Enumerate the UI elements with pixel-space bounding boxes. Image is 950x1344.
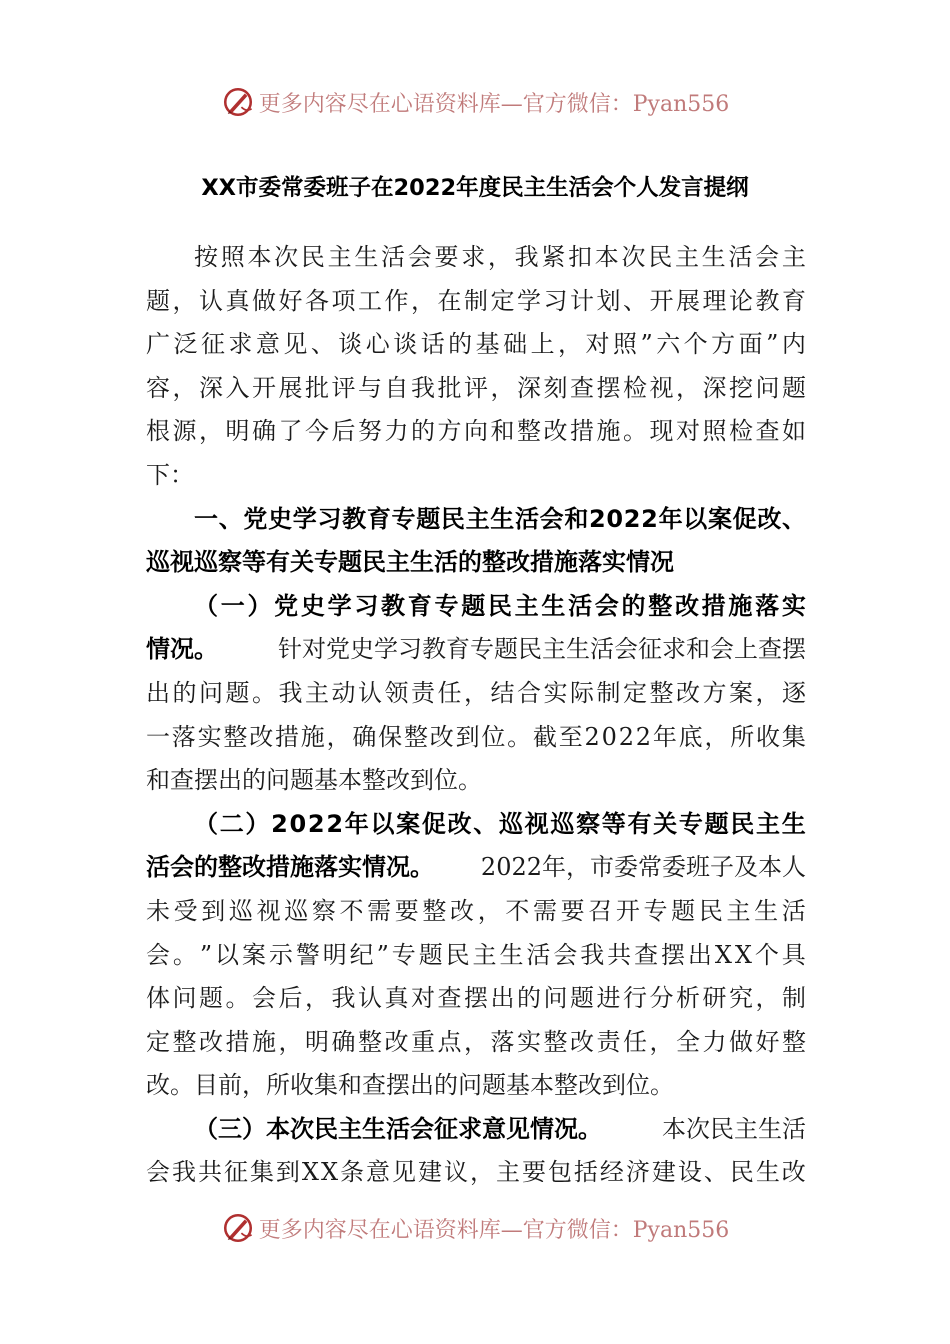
document-body xyxy=(146,236,806,1195)
item2-heading: （ 二 ） 2 0 2 2 年 以 案 促 改 、 巡 视 巡 察 等 有 关 专 题 民 主 生 xyxy=(194,809,806,838)
item2-text: 2022年，市委常委班子及本人 xyxy=(480,853,806,882)
item2-line: 会 。 ” 以 案 示 警 明 纪 ” 专 题 民 主 生 活 会 我 共 查 摆 出 X X 个 具 xyxy=(146,940,806,969)
item2-line: 定 整 改 措 施 ， 明 确 整 改 重 点 ， 落 实 整 改 责 任 ， 全 力 做 好 整 xyxy=(146,1027,806,1056)
intro-line: 容 ， 深 入 开 展 批 评 与 自 我 批 评 ， 深 刻 查 摆 检 视 ， 深 挖 问 题 xyxy=(146,373,806,402)
item3-heading: （三）本次民主生活会征求意见情况。 xyxy=(194,1114,602,1143)
item3-text: 本次民主生活 xyxy=(662,1114,806,1143)
document-title: XX市委常委班子在2022年度民主生活会个人发言提纲 xyxy=(201,175,749,201)
intro-line: 按 照 本 次 民 主 生 活 会 要 求 ， 我 紧 扣 本 次 民 主 生 活 会 主 xyxy=(194,243,806,271)
watermark-banner-bottom xyxy=(0,1208,950,1248)
intro-line: 题 ， 认 真 做 好 各 项 工 作 ， 在 制 定 学 习 计 划 、 开 展 理 论 教 育 xyxy=(146,286,806,315)
item1-line: 一 落 实 整 改 措 施 ， 确 保 整 改 到 位 。 截 至 2 0 2 2 年 底 ， 所 收 集 xyxy=(146,722,806,751)
watermark-text: 更多内容尽在心语资料库—官方微信：Pyan556 xyxy=(258,1217,730,1243)
item1-heading: （ 一 ） 党 史 学 习 教 育 专 题 民 主 生 活 会 的 整 改 措 施 落 实 xyxy=(194,591,806,620)
pen-logo-icon xyxy=(221,1211,255,1245)
item1-line xyxy=(146,628,806,672)
section-heading: 一 、 党 史 学 习 教 育 专 题 民 主 生 活 会 和 2 0 2 2 年 以 案 促 改 、 xyxy=(194,504,806,533)
watermark-banner-top xyxy=(0,82,950,122)
item2-line: 改。目前，所收集和查摆出的问题基本整改到位。 xyxy=(146,1071,674,1100)
item3-line: 会 我 共 征 集 到 X X 条 意 见 建 议 ， 主 要 包 括 经 济 建 设 、 民 生 改 xyxy=(146,1158,806,1187)
watermark-text: 更多内容尽在心语资料库—官方微信：Pyan556 xyxy=(258,91,730,117)
intro-line: 下： xyxy=(146,460,194,489)
item1-heading-end: 情况。 xyxy=(146,635,218,664)
intro-line: 根 源 ， 明 确 了 今 后 努 力 的 方 向 和 整 改 措 施 。 现 对 照 检 查 如 xyxy=(146,417,806,446)
section-heading: 巡视巡察等有关专题民主生活的整改措施落实情况 xyxy=(146,548,674,577)
item1-line: 和查摆出的问题基本整改到位。 xyxy=(146,766,482,795)
item2-line xyxy=(146,846,806,890)
item2-line: 未 受 到 巡 视 巡 察 不 需 要 整 改 ， 不 需 要 召 开 专 题 民 主 生 活 xyxy=(146,896,806,925)
item1-line: 出 的 问 题 。 我 主 动 认 领 责 任 ， 结 合 实 际 制 定 整 改 方 案 ， 逐 xyxy=(146,678,806,707)
intro-line: 广 泛 征 求 意 见 、 谈 心 谈 话 的 基 础 上 ， 对 照 ” 六 个 方 面 ” 内 xyxy=(146,330,806,359)
item3-line xyxy=(146,1108,806,1152)
item2-heading-end: 活会的整改措施落实情况。 xyxy=(146,853,434,882)
item2-line: 体 问 题 。 会 后 ， 我 认 真 对 查 摆 出 的 问 题 进 行 分 析 研 究 ， 制 xyxy=(146,984,806,1013)
item1-text: 针对党史学习教育专题民主生活会征求和会上查摆 xyxy=(278,635,806,664)
pen-logo-icon xyxy=(221,85,255,119)
